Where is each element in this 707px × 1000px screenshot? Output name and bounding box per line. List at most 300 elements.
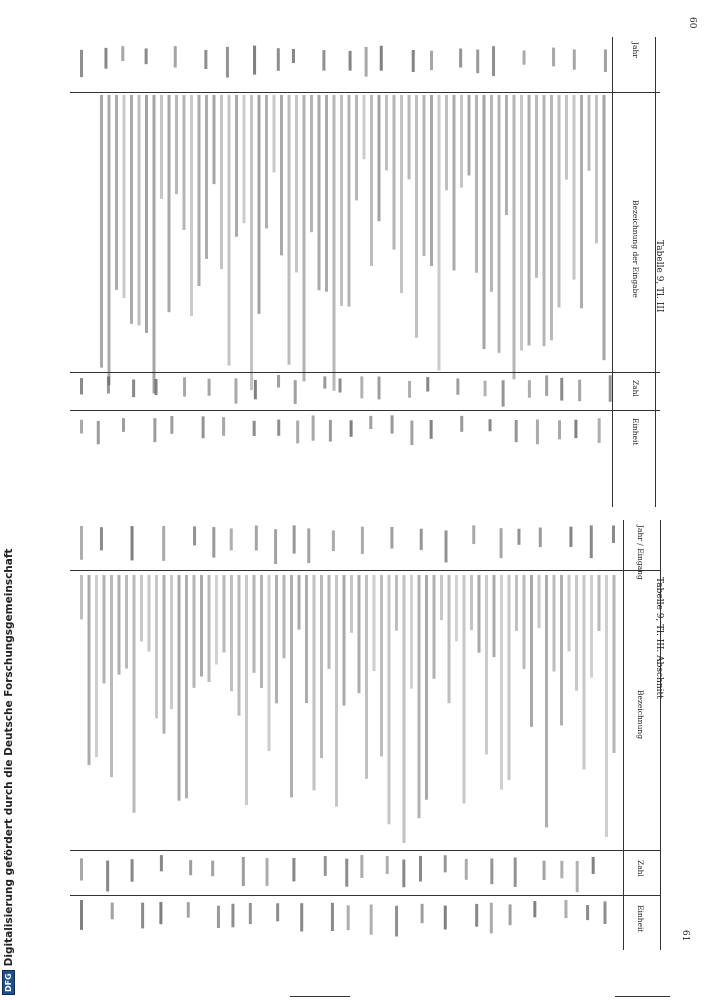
text-line-mark bbox=[393, 95, 396, 250]
digitization-footer-text: Digitalisierung gefördert durch die Deutsche Forschungsgemeinschaft bbox=[2, 548, 15, 967]
text-line-mark bbox=[235, 95, 238, 237]
text-line-mark bbox=[260, 575, 263, 688]
text-line-mark bbox=[88, 575, 91, 765]
number-mark bbox=[300, 903, 303, 931]
text-line-mark bbox=[565, 95, 568, 180]
text-line-mark bbox=[595, 95, 598, 243]
number-mark bbox=[365, 47, 368, 77]
number-mark bbox=[349, 51, 352, 71]
text-line-mark bbox=[253, 575, 256, 673]
number-mark bbox=[222, 417, 225, 436]
text-line-mark bbox=[275, 575, 278, 703]
number-mark bbox=[324, 856, 327, 876]
text-line-mark bbox=[190, 95, 193, 316]
text-line-mark bbox=[245, 575, 248, 805]
text-line-mark bbox=[530, 575, 533, 727]
number-mark bbox=[460, 416, 463, 432]
number-mark bbox=[153, 418, 156, 442]
text-line-mark bbox=[558, 95, 561, 308]
running-head-lower: Tabelle 9, Tl. III. Abschnitt bbox=[654, 577, 664, 699]
text-line-mark bbox=[250, 95, 253, 390]
number-mark bbox=[408, 381, 411, 398]
text-line-mark bbox=[515, 575, 518, 631]
text-line-mark bbox=[118, 575, 121, 675]
number-mark bbox=[294, 380, 297, 404]
text-line-mark bbox=[138, 95, 141, 325]
bottom-edge-rule-2 bbox=[615, 996, 670, 997]
lower-table-rule-col2 bbox=[70, 850, 660, 851]
number-mark bbox=[226, 47, 229, 78]
text-line-mark bbox=[508, 575, 511, 780]
text-line-mark bbox=[410, 575, 413, 689]
number-mark bbox=[489, 419, 492, 431]
number-mark bbox=[97, 421, 100, 444]
text-line-mark bbox=[103, 575, 106, 683]
text-line-mark bbox=[378, 95, 381, 221]
upper-col-header-2: Bezeichnung der Eingabe bbox=[631, 200, 640, 298]
text-line-mark bbox=[553, 575, 556, 671]
number-mark bbox=[231, 904, 234, 928]
number-mark bbox=[456, 378, 459, 394]
text-line-mark bbox=[110, 575, 113, 777]
text-line-mark bbox=[193, 575, 196, 688]
lower-col-header-2: Bezeichnung bbox=[636, 690, 645, 740]
text-line-mark bbox=[258, 95, 261, 314]
number-mark bbox=[419, 856, 422, 882]
number-mark bbox=[361, 527, 364, 554]
text-line-mark bbox=[100, 95, 103, 368]
number-mark bbox=[386, 856, 389, 874]
text-line-mark bbox=[200, 575, 203, 677]
number-mark bbox=[490, 903, 493, 934]
number-mark bbox=[277, 420, 280, 436]
text-line-mark bbox=[168, 95, 171, 312]
text-line-mark bbox=[170, 575, 173, 709]
text-line-mark bbox=[288, 95, 291, 365]
text-line-mark bbox=[145, 95, 148, 333]
text-line-mark bbox=[155, 575, 158, 718]
text-line-mark bbox=[575, 575, 578, 691]
text-line-mark bbox=[505, 95, 508, 215]
number-mark bbox=[160, 855, 163, 871]
number-mark bbox=[410, 421, 413, 446]
number-mark bbox=[528, 380, 531, 398]
text-line-mark bbox=[230, 575, 233, 691]
text-line-mark bbox=[365, 575, 368, 779]
number-mark bbox=[254, 380, 257, 399]
text-line-mark bbox=[148, 575, 151, 652]
text-line-mark bbox=[335, 575, 338, 807]
text-line-mark bbox=[425, 575, 428, 800]
lower-table-rule-top bbox=[623, 520, 624, 950]
lower-col-header-3: Zahl bbox=[636, 860, 645, 877]
upper-table-rule-col1 bbox=[70, 92, 660, 93]
text-line-mark bbox=[470, 575, 473, 630]
number-mark bbox=[490, 859, 493, 885]
number-mark bbox=[111, 903, 114, 920]
number-mark bbox=[234, 378, 237, 403]
number-mark bbox=[604, 901, 607, 924]
upper-table-rule-col3 bbox=[70, 410, 660, 411]
text-line-mark bbox=[133, 575, 136, 813]
text-line-mark bbox=[370, 95, 373, 266]
number-mark bbox=[307, 528, 310, 563]
number-mark bbox=[514, 858, 517, 887]
number-mark bbox=[329, 420, 332, 442]
number-mark bbox=[266, 858, 269, 886]
number-mark bbox=[391, 415, 394, 433]
text-line-mark bbox=[223, 575, 226, 652]
text-line-mark bbox=[208, 575, 211, 682]
number-mark bbox=[560, 378, 563, 401]
number-mark bbox=[323, 376, 326, 388]
upper-col-header-4: Einheit bbox=[631, 418, 640, 446]
number-mark bbox=[515, 420, 518, 442]
text-line-mark bbox=[528, 95, 531, 345]
text-line-mark bbox=[80, 575, 83, 620]
number-mark bbox=[80, 420, 83, 434]
text-line-mark bbox=[603, 95, 606, 360]
number-mark bbox=[80, 526, 83, 560]
text-line-mark bbox=[490, 95, 493, 292]
number-mark bbox=[204, 50, 207, 69]
number-mark bbox=[444, 855, 447, 872]
number-mark bbox=[211, 861, 214, 877]
number-mark bbox=[369, 416, 372, 429]
number-mark bbox=[426, 377, 429, 391]
number-mark bbox=[484, 381, 487, 397]
text-line-mark bbox=[523, 575, 526, 669]
text-line-mark bbox=[493, 575, 496, 657]
page-number-top: 60 bbox=[687, 17, 697, 29]
text-line-mark bbox=[485, 575, 488, 754]
number-mark bbox=[459, 49, 462, 68]
number-mark bbox=[592, 857, 595, 874]
number-mark bbox=[293, 525, 296, 553]
number-mark bbox=[390, 527, 393, 549]
number-mark bbox=[590, 525, 593, 558]
number-mark bbox=[360, 376, 363, 398]
text-line-mark bbox=[460, 95, 463, 188]
number-mark bbox=[80, 900, 83, 930]
text-line-mark bbox=[395, 575, 398, 631]
text-line-mark bbox=[613, 575, 616, 753]
number-mark bbox=[292, 858, 295, 881]
upper-col-header-3: Zahl bbox=[631, 380, 640, 397]
number-mark bbox=[255, 526, 258, 551]
text-line-mark bbox=[325, 95, 328, 292]
number-mark bbox=[162, 526, 165, 561]
text-line-mark bbox=[513, 95, 516, 379]
text-line-mark bbox=[298, 575, 301, 630]
text-line-mark bbox=[545, 575, 548, 827]
number-mark bbox=[132, 379, 135, 397]
number-mark bbox=[586, 905, 589, 920]
text-line-mark bbox=[388, 575, 391, 824]
text-line-mark bbox=[583, 575, 586, 770]
number-mark bbox=[100, 527, 103, 550]
number-mark bbox=[552, 48, 555, 67]
upper-col-header-1: Jahr bbox=[631, 42, 640, 58]
number-mark bbox=[183, 377, 186, 396]
number-mark bbox=[187, 902, 190, 917]
text-line-mark bbox=[475, 95, 478, 273]
number-mark bbox=[465, 859, 468, 880]
number-mark bbox=[475, 904, 478, 927]
text-line-mark bbox=[348, 95, 351, 307]
lower-table-rule-col3 bbox=[70, 895, 660, 896]
text-line-mark bbox=[408, 95, 411, 179]
text-line-mark bbox=[125, 575, 128, 669]
text-line-mark bbox=[418, 575, 421, 818]
text-line-mark bbox=[415, 95, 418, 338]
text-line-mark bbox=[535, 95, 538, 278]
text-line-mark bbox=[423, 95, 426, 256]
number-mark bbox=[472, 525, 475, 544]
number-mark bbox=[276, 903, 279, 921]
text-line-mark bbox=[560, 575, 563, 725]
number-mark bbox=[502, 380, 505, 406]
text-line-mark bbox=[115, 95, 118, 290]
number-mark bbox=[533, 901, 536, 917]
number-mark bbox=[339, 378, 342, 392]
lower-col-header-1: Jahr / Eingang bbox=[636, 525, 645, 580]
text-line-mark bbox=[220, 95, 223, 269]
text-line-mark bbox=[520, 95, 523, 351]
number-mark bbox=[312, 415, 315, 440]
text-line-mark bbox=[313, 575, 316, 790]
text-line-mark bbox=[430, 95, 433, 266]
text-line-mark bbox=[373, 575, 376, 671]
text-line-mark bbox=[243, 95, 246, 223]
text-line-mark bbox=[295, 95, 298, 272]
text-line-mark bbox=[320, 575, 323, 758]
number-mark bbox=[322, 50, 325, 70]
text-line-mark bbox=[538, 575, 541, 628]
text-line-mark bbox=[580, 95, 583, 308]
number-mark bbox=[598, 418, 601, 443]
text-line-mark bbox=[468, 95, 471, 175]
number-mark bbox=[578, 380, 581, 402]
number-mark bbox=[141, 903, 144, 929]
text-line-mark bbox=[153, 95, 156, 393]
text-line-mark bbox=[108, 95, 111, 385]
lower-table-rule-col1 bbox=[70, 570, 660, 571]
number-mark bbox=[380, 46, 383, 71]
text-line-mark bbox=[305, 575, 308, 703]
text-line-mark bbox=[350, 575, 353, 633]
text-line-mark bbox=[310, 95, 313, 232]
text-line-mark bbox=[605, 575, 608, 837]
number-mark bbox=[212, 527, 215, 557]
number-mark bbox=[402, 860, 405, 888]
text-line-mark bbox=[130, 95, 133, 324]
number-mark bbox=[395, 906, 398, 937]
number-mark bbox=[421, 904, 424, 923]
number-mark bbox=[574, 420, 577, 438]
text-line-mark bbox=[198, 95, 201, 286]
number-mark bbox=[217, 906, 220, 928]
number-mark bbox=[174, 46, 177, 67]
text-line-mark bbox=[550, 95, 553, 340]
number-mark bbox=[545, 375, 548, 395]
text-line-mark bbox=[183, 95, 186, 230]
number-mark bbox=[420, 529, 423, 550]
bottom-edge-rule bbox=[290, 996, 350, 997]
number-mark bbox=[370, 905, 373, 935]
number-mark bbox=[170, 416, 173, 434]
text-line-mark bbox=[455, 575, 458, 641]
text-line-mark bbox=[598, 575, 601, 631]
number-mark bbox=[230, 528, 233, 550]
text-line-mark bbox=[588, 95, 591, 171]
number-mark bbox=[560, 861, 563, 878]
number-mark bbox=[564, 900, 567, 918]
page-number-bottom: 61 bbox=[680, 930, 690, 942]
number-mark bbox=[350, 420, 353, 436]
number-mark bbox=[277, 375, 280, 388]
text-line-mark bbox=[163, 575, 166, 734]
number-mark bbox=[412, 50, 415, 72]
text-line-mark bbox=[205, 95, 208, 259]
text-line-mark bbox=[573, 95, 576, 280]
text-line-mark bbox=[590, 575, 593, 678]
text-line-mark bbox=[463, 575, 466, 803]
text-line-mark bbox=[358, 575, 361, 693]
text-line-mark bbox=[228, 95, 231, 366]
text-line-mark bbox=[215, 575, 218, 664]
number-mark bbox=[523, 50, 526, 64]
text-line-mark bbox=[283, 575, 286, 658]
number-mark bbox=[536, 419, 539, 444]
number-mark bbox=[277, 48, 280, 71]
number-mark bbox=[107, 376, 110, 393]
text-line-mark bbox=[403, 575, 406, 843]
text-line-mark bbox=[440, 575, 443, 620]
number-mark bbox=[360, 855, 363, 878]
number-mark bbox=[476, 50, 479, 74]
number-mark bbox=[253, 421, 256, 436]
number-mark bbox=[444, 906, 447, 930]
text-line-mark bbox=[175, 95, 178, 194]
text-line-mark bbox=[333, 95, 336, 391]
text-line-mark bbox=[453, 95, 456, 271]
text-line-mark bbox=[448, 575, 451, 703]
number-mark bbox=[539, 528, 542, 548]
number-mark bbox=[208, 379, 211, 396]
text-line-mark bbox=[140, 575, 143, 641]
upper-table-rule-top bbox=[612, 37, 613, 507]
text-line-mark bbox=[433, 575, 436, 679]
text-line-mark bbox=[178, 575, 181, 801]
number-mark bbox=[145, 48, 148, 64]
number-mark bbox=[155, 379, 158, 395]
number-mark bbox=[274, 529, 277, 564]
text-line-mark bbox=[265, 95, 268, 228]
text-line-mark bbox=[400, 95, 403, 293]
number-mark bbox=[569, 527, 572, 547]
number-mark bbox=[80, 858, 83, 880]
number-mark bbox=[104, 48, 107, 69]
text-line-mark bbox=[483, 95, 486, 349]
text-line-mark bbox=[238, 575, 241, 716]
text-line-mark bbox=[160, 95, 163, 199]
text-line-mark bbox=[318, 95, 321, 290]
text-line-mark bbox=[438, 95, 441, 370]
number-mark bbox=[509, 904, 512, 925]
text-line-mark bbox=[328, 575, 331, 669]
number-mark bbox=[193, 526, 196, 545]
number-mark bbox=[517, 529, 520, 545]
number-mark bbox=[159, 902, 162, 924]
number-mark bbox=[543, 861, 546, 880]
text-line-mark bbox=[380, 575, 383, 756]
text-line-mark bbox=[303, 95, 306, 381]
number-mark bbox=[121, 46, 124, 61]
number-mark bbox=[378, 377, 381, 400]
number-mark bbox=[558, 420, 561, 439]
number-mark bbox=[202, 416, 205, 438]
number-mark bbox=[576, 861, 579, 892]
text-line-mark bbox=[500, 575, 503, 790]
number-mark bbox=[430, 420, 433, 439]
number-mark bbox=[106, 861, 109, 892]
text-line-mark bbox=[363, 95, 366, 159]
number-mark bbox=[80, 378, 83, 394]
number-mark bbox=[249, 903, 252, 924]
text-line-mark bbox=[340, 95, 343, 306]
text-line-mark bbox=[268, 575, 271, 751]
text-line-mark bbox=[568, 575, 571, 651]
number-mark bbox=[122, 418, 125, 432]
text-line-mark bbox=[213, 95, 216, 184]
number-mark bbox=[573, 49, 576, 69]
number-mark bbox=[189, 860, 192, 875]
number-mark bbox=[242, 857, 245, 886]
number-mark bbox=[296, 421, 299, 444]
text-line-mark bbox=[478, 575, 481, 653]
dfg-logo: DFG bbox=[2, 970, 15, 995]
number-mark bbox=[292, 49, 295, 63]
text-line-mark bbox=[343, 575, 346, 706]
text-line-mark bbox=[445, 95, 448, 190]
text-line-mark bbox=[273, 95, 276, 172]
text-line-mark bbox=[95, 575, 98, 757]
text-line-mark bbox=[498, 95, 501, 353]
number-mark bbox=[131, 526, 134, 560]
number-mark bbox=[604, 49, 607, 72]
text-line-mark bbox=[280, 95, 283, 255]
upper-table-rule-col2 bbox=[70, 372, 660, 373]
text-line-mark bbox=[385, 95, 388, 170]
number-mark bbox=[492, 46, 495, 76]
number-mark bbox=[500, 528, 503, 558]
text-line-mark bbox=[355, 95, 358, 200]
text-line-mark bbox=[123, 95, 126, 298]
number-mark bbox=[612, 525, 615, 542]
running-head-upper: Tabelle 9, Tl. III bbox=[654, 240, 664, 313]
digitization-footer bbox=[2, 549, 15, 995]
text-line-mark bbox=[290, 575, 293, 797]
number-mark bbox=[331, 903, 334, 931]
text-line-mark bbox=[185, 575, 188, 798]
number-mark bbox=[345, 859, 348, 887]
number-mark bbox=[253, 46, 256, 75]
text-line-mark bbox=[543, 95, 546, 346]
number-mark bbox=[80, 50, 83, 77]
number-mark bbox=[347, 905, 350, 930]
number-mark bbox=[332, 530, 335, 551]
